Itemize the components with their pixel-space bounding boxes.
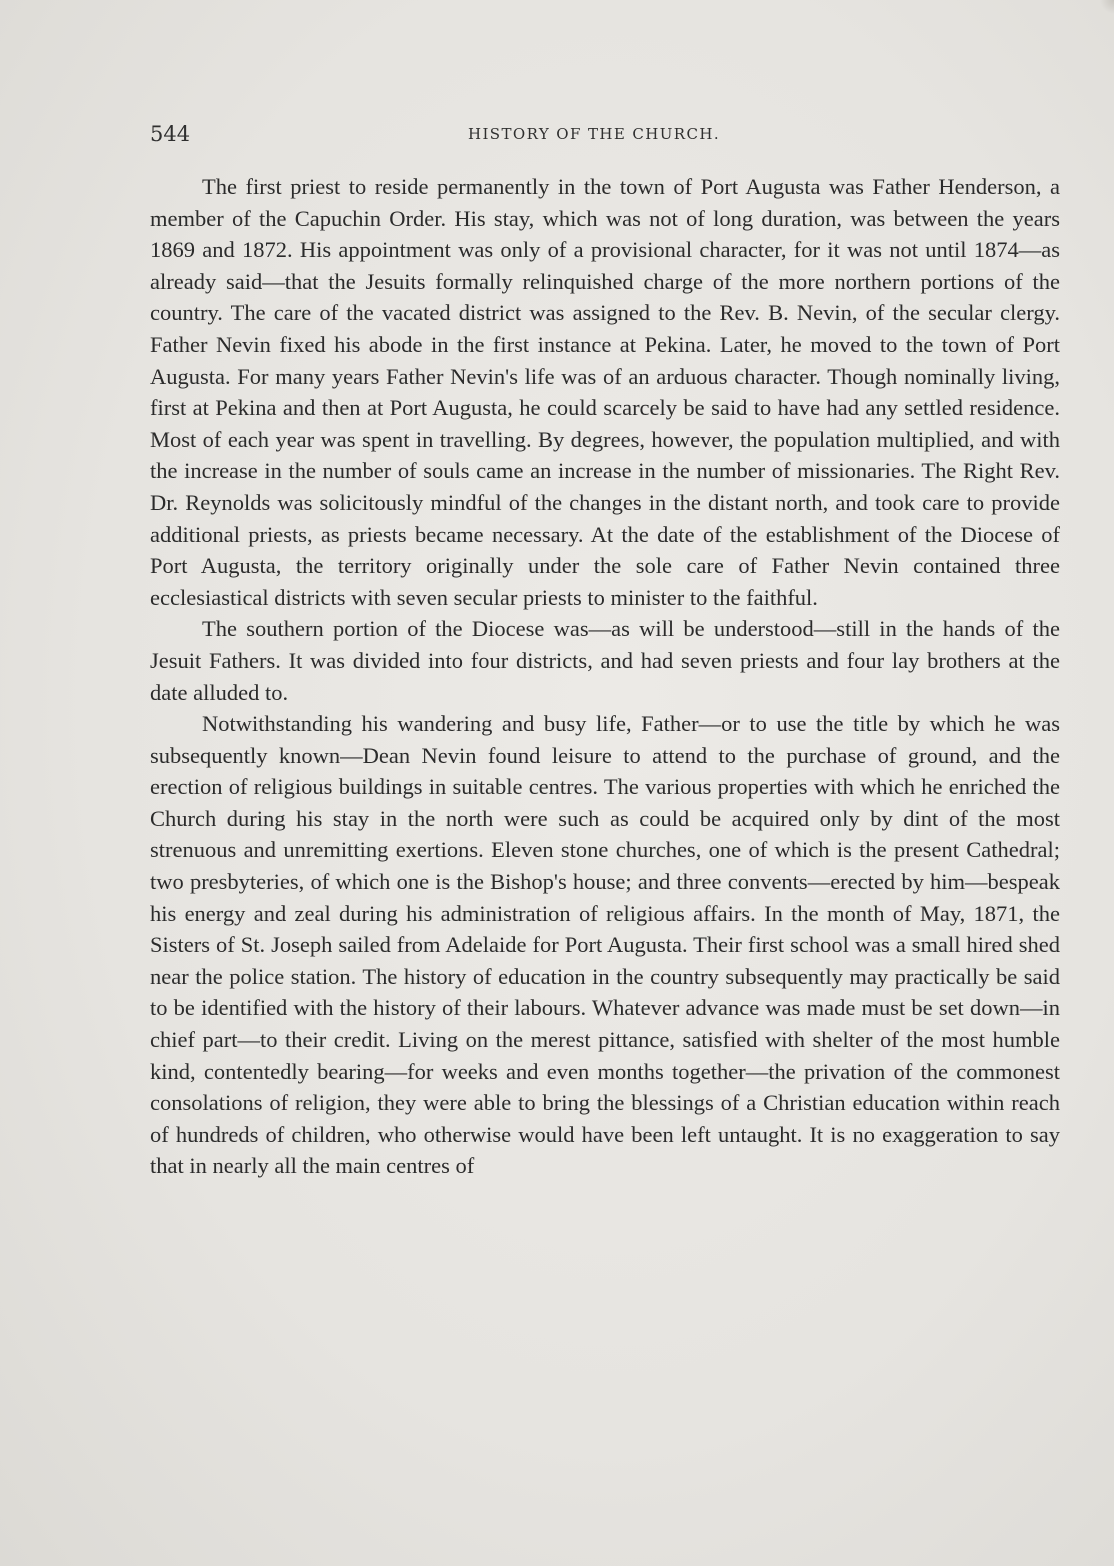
running-title: HISTORY OF THE CHURCH. [468,125,720,143]
paragraph: Notwithstanding his wandering and busy life, Father—or to use the title by which he was subsequently known—Dean Nevin found leisure to attend to the purchase of ground, and the erection of religious buildings in suitable centres. The various properties with which he enriched the Church during his stay in the north were such as could be acquired only by dint of the most strenuous and unremitting exertions. Eleven stone churches, one of which is the present Cathedral; two presbyteries, of which one is the Bishop's house; and three convents—erected by him—bespeak his energy and zeal during his administration of religious affairs. In the month of May, 1871, the Sisters of St. Joseph sailed from Adelaide for Port Augusta. Their first school was a small hired shed near the police station. The history of education in the country subsequently may practically be said to be identified with the history of their labours. Whatever advance was made must be set down—in chief part—to their credit. Living on the merest pittance, satisfied with shelter of the most humble kind, contentedly bearing—for weeks and even months together—the privation of the commonest consolations of religion, they were able to bring the blessings of a Christian education within reach of hundreds of children, who otherwise would have been left untaught. It is no exaggeration to say that in nearly all the main centres of [150,711,1060,1179]
page-header [150,122,1060,150]
body-text [150,171,1060,1182]
paragraph: The southern portion of the Diocese was—as will be understood—still in the hands of the Jesuit Fathers. It was divided into four districts, and had seven priests and four lay brothers at the date alluded to. [150,616,1060,705]
paper-stain [1100,0,1114,14]
paragraph: The first priest to reside permanently in the town of Port Augusta was Father Henderson, a member of the Capuchin Order. His stay, which was not of long duration, was between the years 1869 and 1872. His appointment was only of a provisional character, for it was not until 1874—as already said—that the Jesuits formally relinquished charge of the more northern portions of the country. The care of the vacated district was assigned to the Rev. B. Nevin, of the secular clergy. Father Nevin fixed his abode in the first instance at Pekina. Later, he moved to the town of Port Augusta. For many years Father Nevin's life was of an arduous character. Though nominally living, first at Pekina and then at Port Augusta, he could scarcely be said to have had any settled residence. Most of each year was spent in travelling. By degrees, however, the population multiplied, and with the increase in the number of souls came an increase in the number of missionaries. The Right Rev. Dr. Reynolds was solicitously mindful of the changes in the distant north, and took care to provide additional priests, as priests became necessary. At the date of the establishment of the Diocese of Port Augusta, the territory originally under the sole care of Father Nevin contained three ecclesiastical districts with seven secular priests to minister to the faithful. [150,174,1060,610]
page-number: 544 [150,122,191,146]
